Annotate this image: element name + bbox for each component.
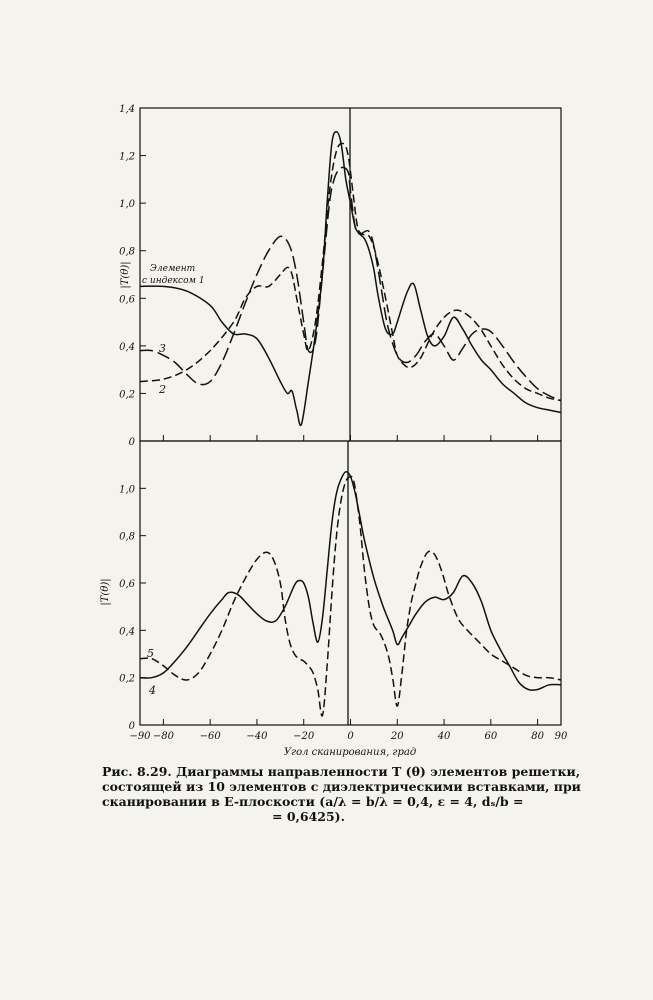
top-y-tick-label: 1,2: [119, 151, 135, 163]
bottom-y-tick-label: 1,0: [119, 484, 135, 496]
caption-line-2: состоящей из 10 элементов с диэлектрическими вставками, при: [102, 779, 581, 794]
caption-line-4: = 0,6425).: [272, 809, 345, 824]
x-tick-label: −20: [293, 731, 315, 742]
top-y-tick-label: 0,2: [119, 389, 135, 401]
x-tick-label: 40: [437, 731, 451, 742]
element-annotation-line2: с индексом 1: [142, 276, 205, 286]
element-annotation-line1: Элемент: [150, 264, 196, 274]
bottom-panel-frame: [140, 441, 561, 725]
series-5-label: 5: [147, 647, 154, 660]
bottom-y-tick-label: 0,8: [119, 531, 135, 543]
bottom-y-tick-label: 0,6: [119, 579, 135, 590]
x-tick-label: 90: [554, 731, 568, 742]
bottom-y-tick-label: 0,2: [119, 673, 135, 685]
x-tick-label: −60: [199, 731, 221, 742]
bottom-y-axis-label: |T(θ)|: [100, 578, 111, 606]
x-tick-label: −40: [246, 731, 268, 742]
figure-caption: [102, 764, 581, 824]
bottom-panel: [100, 441, 568, 758]
caption-line-3: сканировании в E-плоскости (a/λ = b/λ = 0,4, ε = 4, dₛ/b =: [102, 794, 524, 809]
top-y-tick-label: 0,8: [119, 246, 135, 258]
bottom-y-tick-label: 0: [128, 721, 135, 732]
x-tick-label: 80: [531, 731, 544, 742]
x-tick-label: 20: [390, 731, 404, 742]
bottom-y-ticks: [119, 484, 146, 732]
bottom-y-tick-label: 0,4: [119, 626, 135, 638]
x-tick-label: −80: [152, 731, 174, 742]
top-y-tick-label: 0: [128, 437, 135, 448]
bottom-curves: [140, 472, 561, 716]
top-panel: [119, 104, 561, 448]
x-tick-label: 60: [484, 731, 498, 742]
top-y-tick-label: 1,4: [119, 104, 135, 115]
caption-line-1: Рис. 8.29. Диаграммы направленности T (θ) элементов решетки,: [102, 764, 581, 779]
top-y-tick-label: 1,0: [119, 199, 135, 211]
series-2-label: 2: [159, 383, 166, 396]
bottom-x-ticks: [129, 719, 568, 742]
x-tick-label: 0: [347, 731, 354, 742]
top-y-tick-label: 0,4: [119, 341, 135, 353]
x-axis-label: Угол сканирования, град: [283, 747, 417, 758]
series-5-line: [140, 476, 561, 716]
series-4-label: 4: [149, 684, 156, 697]
series-4-line: [140, 472, 561, 691]
series-3-label: 3: [159, 342, 166, 355]
x-tick-label: −90: [129, 731, 151, 742]
top-y-axis-label: |T(θ)|: [120, 261, 131, 289]
top-x-ticks: [163, 435, 537, 441]
top-y-tick-label: 0,6: [119, 294, 135, 306]
